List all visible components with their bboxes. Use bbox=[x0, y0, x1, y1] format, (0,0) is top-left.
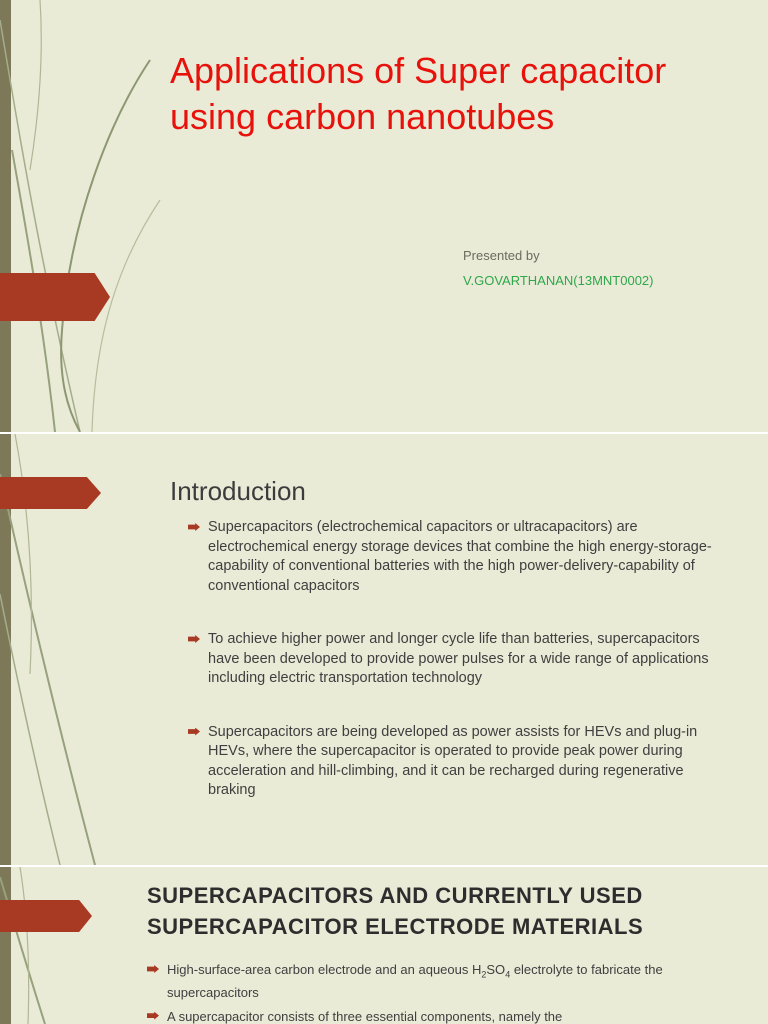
arrow-bullet-icon bbox=[147, 965, 159, 973]
arrow-bullet-icon bbox=[188, 635, 200, 643]
bullet-list bbox=[188, 518, 728, 835]
bullet-item bbox=[188, 630, 728, 689]
bullet-item bbox=[188, 518, 728, 596]
decorative-vines bbox=[0, 867, 120, 1024]
section-heading: Introduction bbox=[170, 476, 306, 506]
bullet-text: Supercapacitors are being developed as power assists for HEVs and plug-in HEVs, where the supercapacitor is operated to provide peak power during acceleration and hill-climbing, and it can be recharged during regenerative braking bbox=[208, 723, 698, 798]
bullet-item bbox=[188, 723, 728, 801]
introduction-slide bbox=[0, 434, 768, 865]
bullet-text bbox=[167, 962, 663, 1000]
red-tab-marker bbox=[0, 273, 110, 321]
supercapacitors-slide bbox=[0, 867, 768, 1024]
arrow-bullet-icon bbox=[188, 523, 200, 531]
arrow-bullet-icon bbox=[188, 728, 200, 736]
bullet-text: A supercapacitor consists of three essential components, namely the bbox=[167, 1008, 563, 1024]
bullet-text-part: electrolyte to fabricate the supercapacitors bbox=[167, 962, 663, 1000]
subscript: 4 bbox=[505, 969, 511, 980]
bullet-list bbox=[147, 961, 727, 1024]
bullet-text: To achieve higher power and longer cycle life than batteries, supercapacitors have been developed to provide power pulses for a wide range of applications including electric transportation technology bbox=[208, 631, 709, 686]
red-tab-marker bbox=[0, 477, 101, 509]
slide-title: Applications of Super capacitor using carbon nanotubes bbox=[170, 50, 667, 137]
arrow-bullet-icon bbox=[147, 1012, 159, 1020]
bullet-text-part: High-surface-area carbon electrode and an aqueous H bbox=[167, 962, 482, 977]
bullet-item bbox=[147, 961, 727, 1001]
presented-by-label: Presented by bbox=[463, 248, 540, 263]
subscript: 2 bbox=[481, 969, 487, 980]
section-heading: SUPERCAPACITORS AND CURRENTLY USED SUPERCAPACITOR ELECTRODE MATERIALS bbox=[147, 883, 644, 939]
title-slide bbox=[0, 0, 768, 432]
bullet-text: Supercapacitors (electrochemical capacitors or ultracapacitors) are electrochemical energy storage devices that combine the high energy-storage-capability of conventional batteries with the high power-delivery-capability of conventional capacitors bbox=[208, 519, 712, 594]
bullet-item bbox=[147, 1008, 727, 1024]
bullet-text-part: SO bbox=[486, 962, 506, 977]
red-tab-marker bbox=[0, 900, 92, 932]
author-name: V.GOVARTHANAN(13MNT0002) bbox=[463, 273, 654, 288]
